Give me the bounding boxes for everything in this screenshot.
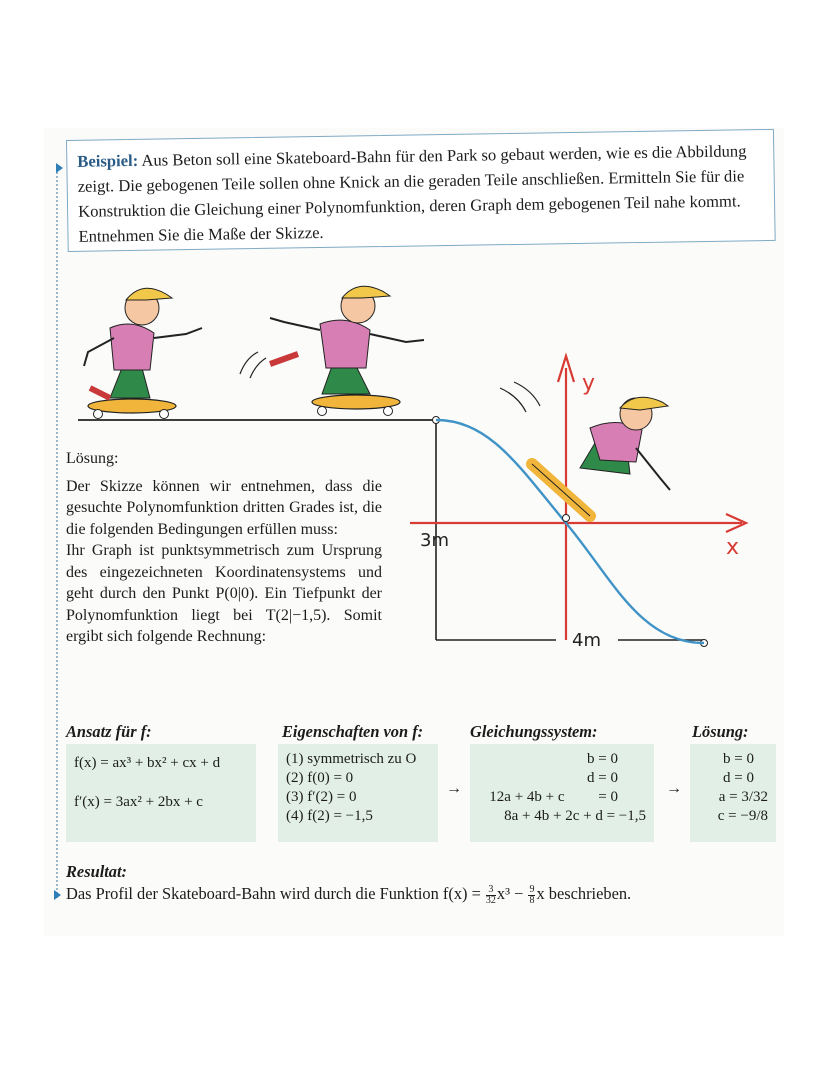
example-marker-icon [56,163,63,173]
eigenschaften-heading: Eigenschaften von f: [282,722,424,741]
fraction-denominator: 8 [529,894,535,906]
arrow-2-icon: → [666,780,682,797]
resultat-text-before: Das Profil der Skateboard-Bahn wird durch die Funktion f(x) = [66,884,485,903]
loesung-row: b = 0 [723,751,754,767]
margin-dotted-line [56,168,58,898]
ansatz-row: f′(x) = 3ax² + 2bx + c [74,794,203,810]
fraction-numerator: 3 [486,885,496,896]
eigenschaften-box [278,744,438,842]
example-label: Beispiel: [77,150,139,171]
y-axis-label: y [582,371,596,396]
skater-illustration-1 [84,288,202,418]
ansatz-row: f(x) = ax³ + bx² + cx + d [74,755,221,771]
ansatz-box [66,744,256,842]
gleichung-row: 8a + 4b + 2c + d = −1,5 [504,808,646,824]
height-label: 3m [420,530,449,551]
eigenschaften-row: (1) symmetrisch zu O [286,751,417,767]
solution-paragraph-2: Ihr Graph ist punktsymmetrisch zum Ursprung des eingezeichneten Koordinatensystems und geht durch den Punkt P(0|0). Ein Tiefpunkt der Polynomfunktion liegt bei T(2|−1,5). Somit ergibt sich folgende Rechnung: [66,542,382,645]
fraction-denominator: 32 [485,894,496,906]
gleichungssystem-box [470,744,654,842]
resultat-marker-icon [54,890,61,900]
skater-illustration-2 [240,286,424,415]
solution-block [66,448,382,648]
gleichung-row: 12a + 4b + c = 0 [489,789,618,805]
resultat-heading: Resultat: [66,862,128,881]
fraction-numerator: 9 [529,883,535,895]
gleichungssystem-heading: Gleichungssystem: [470,722,598,741]
resultat-x-cubed: x³ − [496,884,528,903]
loesung-row: d = 0 [723,770,754,786]
origin-point [563,515,570,522]
example-box [66,129,776,252]
eigenschaften-row: (3) f′(2) = 0 [286,789,357,805]
polynomial-curve [436,420,704,643]
x-axis-label: x [726,535,740,560]
loesung-row: a = 3/32 [718,789,768,805]
solution-paragraph-1: Der Skizze können wir entnehmen, dass die gesuchte Polynomfunktion dritten Grades ist, die die folgenden Bedingungen erfüllen muss: [66,477,382,538]
loesung-row: c = −9/8 [717,808,768,824]
skater-illustration-3 [500,382,670,516]
gleichung-row: d = 0 [587,770,618,786]
loesung-box [690,744,776,842]
example-text: Aus Beton soll eine Skateboard-Bahn für den Park so gebaut werden, wie es die Abbildung zeigt. Die gebogenen Teile sollen ohne Knick an die geraden Teile anschließen. Ermitteln Sie für die Konstruktion die Gleichung einer Polynomfunktion, deren Graph dem gebogenen Teil nahe kommt. Entnehmen Sie die Maße der Skizze. [77,141,747,246]
loesung-heading: Lösung: [692,722,749,741]
resultat-text [66,884,631,906]
arrow-1-icon: → [446,780,462,797]
ansatz-heading: Ansatz für f: [66,722,152,741]
gleichung-row: b = 0 [587,751,618,767]
eigenschaften-row: (4) f(2) = −1,5 [286,808,373,824]
fraction-9-8 [528,885,535,906]
fraction-3-32 [486,885,496,906]
solution-heading: Lösung: [66,450,119,467]
resultat-text-after: x beschrieben. [536,884,632,903]
width-label: 4m [572,630,601,651]
eigenschaften-row: (2) f(0) = 0 [286,770,354,786]
